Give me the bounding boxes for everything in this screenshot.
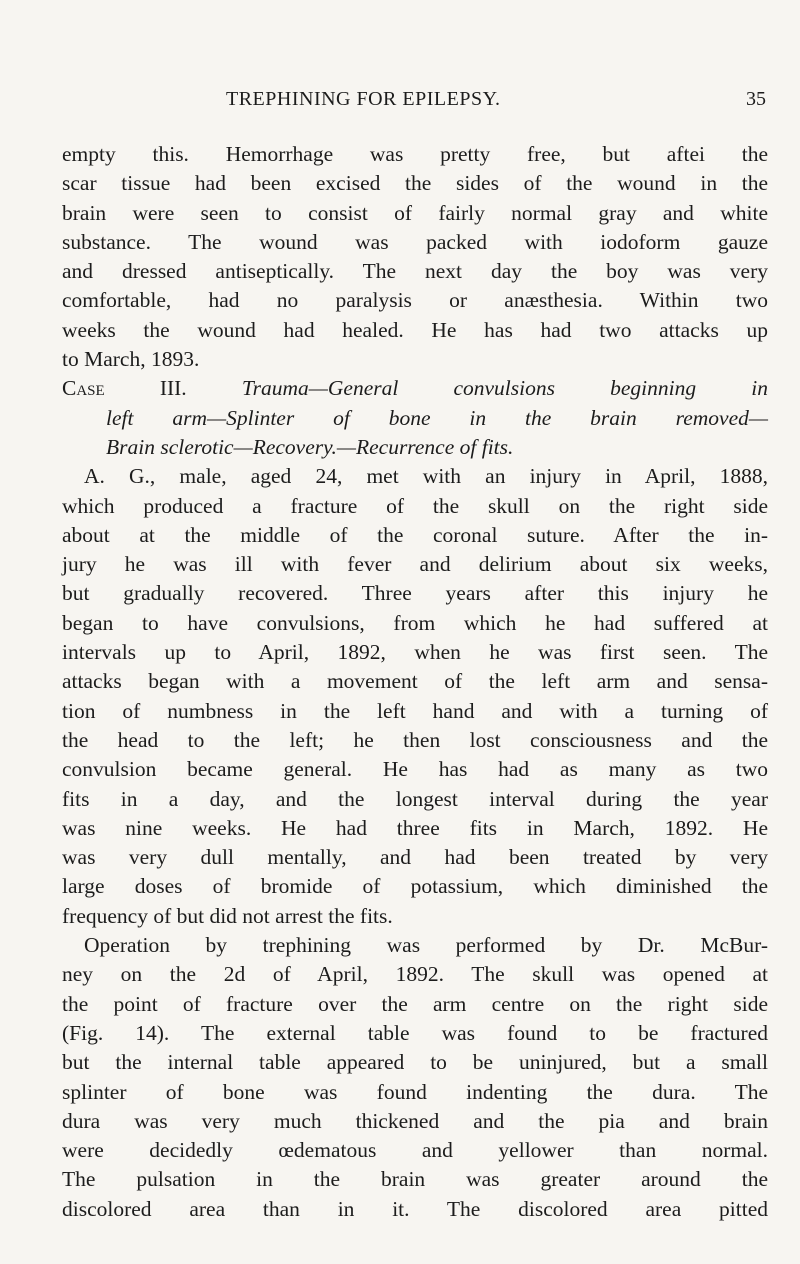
text-line: and dressed antiseptically. The next day the boy was very	[62, 259, 768, 284]
text-line: to March, 1893.	[62, 347, 200, 372]
case-heading-continued: left arm—Splinter of bone in the brain removed—	[106, 405, 768, 430]
body-text	[62, 140, 768, 1224]
text-line: empty this. Hemorrhage was pretty free, but aftei the	[62, 142, 768, 166]
text-line: intervals up to April, 1892, when he was first seen. The	[62, 640, 768, 665]
text-line: splinter of bone was found indenting the dura. The	[62, 1079, 768, 1104]
text-line: large doses of bromide of potassium, which diminished the	[62, 874, 768, 899]
text-line: was nine weeks. He had three fits in March, 1892. He	[62, 815, 768, 840]
text-line: the point of fracture over the arm centre on the right side	[62, 991, 768, 1016]
text-line: began to have convulsions, from which he had suffered at	[62, 610, 768, 635]
text-line: the head to the left; he then lost consciousness and the	[62, 727, 768, 752]
text-line: comfortable, had no paralysis or anæsthesia. Within two	[62, 288, 768, 313]
text-line: were decidedly œdematous and yellower than normal.	[62, 1138, 768, 1163]
text-line: was very dull mentally, and had been treated by very	[62, 845, 768, 870]
text-line: attacks began with a movement of the left arm and sensa-	[62, 669, 768, 694]
running-title: TREPHINING FOR EPILEPSY.	[226, 88, 501, 110]
text-line: (Fig. 14). The external table was found to be fractured	[62, 1020, 768, 1045]
text-line: Operation by trephining was performed by Dr. McBur-	[84, 933, 768, 958]
text-line: The pulsation in the brain was greater around the	[62, 1167, 768, 1192]
text-line: ney on the 2d of April, 1892. The skull was opened at	[62, 962, 768, 987]
text-line: convulsion became general. He has had as many as two	[62, 757, 768, 782]
text-line: frequency of but did not arrest the fits.	[62, 903, 393, 928]
text-line: about at the middle of the coronal suture. After the in-	[62, 522, 768, 547]
text-line: A. G., male, aged 24, met with an injury in April, 1888,	[84, 464, 768, 489]
text-line: dura was very much thickened and the pia and brain	[62, 1108, 768, 1133]
case-heading-continued: Brain sclerotic—Recovery.—Recurrence of fits.	[106, 434, 514, 459]
text-line: jury he was ill with fever and delirium about six weeks,	[62, 552, 768, 577]
case-heading	[62, 374, 768, 403]
text-line: substance. The wound was packed with iodoform gauze	[62, 229, 768, 254]
running-head	[226, 88, 766, 112]
text-line: tion of numbness in the left hand and with a turning of	[62, 698, 768, 723]
text-line: which produced a fracture of the skull on the right side	[62, 493, 768, 518]
text-line: fits in a day, and the longest interval during the year	[62, 786, 768, 811]
text-line: weeks the wound had healed. He has had two attacks up	[62, 317, 768, 342]
text-line: scar tissue had been excised the sides of the wound in the	[62, 171, 768, 196]
text-line: brain were seen to consist of fairly normal gray and white	[62, 200, 768, 225]
page-number: 35	[746, 88, 766, 110]
case-label: Case III.	[62, 376, 187, 401]
text-line: but the internal table appeared to be uninjured, but a small	[62, 1050, 768, 1075]
text-line: but gradually recovered. Three years after this injury he	[62, 581, 768, 606]
text-line: discolored area than in it. The discolored area pitted	[62, 1196, 768, 1221]
case-title: Trauma—General convulsions beginning in	[241, 376, 768, 401]
